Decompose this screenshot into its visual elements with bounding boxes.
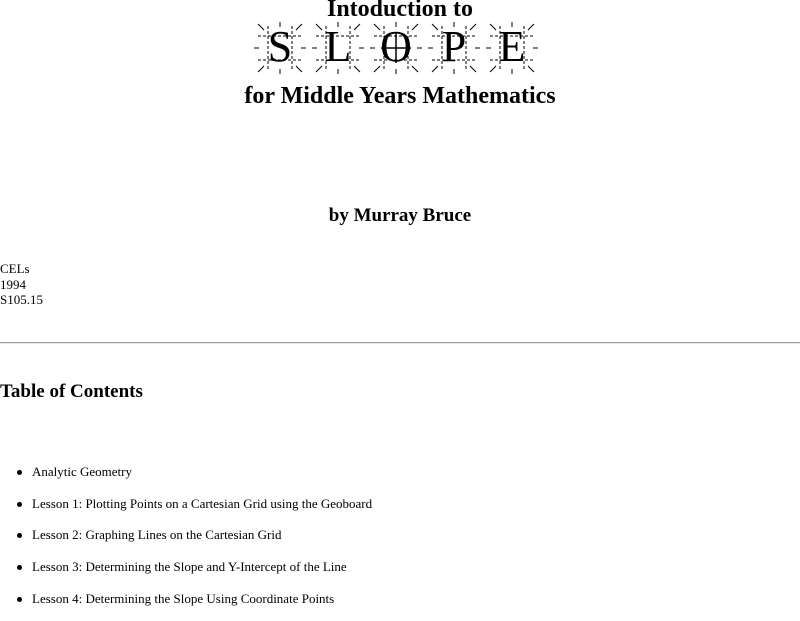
list-item <box>0 526 372 558</box>
meta-series: CELs <box>0 261 30 276</box>
toc-link-lesson-2[interactable]: Lesson 2: Graphing Lines on the Cartesian Grid <box>32 527 282 543</box>
list-item <box>0 590 372 621</box>
author-byline: by Murray Bruce <box>328 205 472 226</box>
logo-letter-e <box>486 22 538 74</box>
list-item <box>0 463 372 495</box>
meta-catalog-number: S105.15 <box>0 292 43 307</box>
toc-list <box>0 463 372 621</box>
list-item <box>0 558 372 590</box>
bullet-icon <box>17 502 22 507</box>
toc-heading: Table of Contents <box>0 381 143 402</box>
toc-link-analytic-geometry[interactable]: Analytic Geometry <box>32 464 132 479</box>
logo-glyph: O <box>380 22 412 71</box>
logo-letter-l <box>312 22 364 74</box>
meta-year: 1994 <box>0 276 26 292</box>
horizontal-rule <box>0 342 800 344</box>
logo-glyph: L <box>324 22 352 71</box>
logo-letter-p <box>428 22 480 74</box>
logo-glyph: P <box>441 22 467 71</box>
toc-link-lesson-3[interactable]: Lesson 3: Determining the Slope and Y-Intercept of the Line <box>32 559 347 575</box>
logo-glyph: E <box>498 22 526 71</box>
logo-glyph: S <box>267 22 293 71</box>
bullet-icon <box>17 533 22 538</box>
slope-logo <box>254 22 540 74</box>
logo-letter-s <box>254 22 306 74</box>
title-line-subtitle: for Middle Years Mathematics <box>244 83 556 109</box>
bullet-icon <box>17 597 22 602</box>
bullet-icon <box>17 470 22 475</box>
bullet-icon <box>17 565 22 570</box>
list-item <box>0 495 372 527</box>
document-metadata <box>0 261 43 308</box>
logo-letter-o <box>370 22 422 74</box>
title-line-intro: Intoduction to <box>326 0 474 22</box>
toc-link-lesson-1[interactable]: Lesson 1: Plotting Points on a Cartesian Grid using the Geoboard <box>32 495 373 511</box>
toc-link-lesson-4[interactable]: Lesson 4: Determining the Slope Using Coordinate Points <box>32 590 335 606</box>
